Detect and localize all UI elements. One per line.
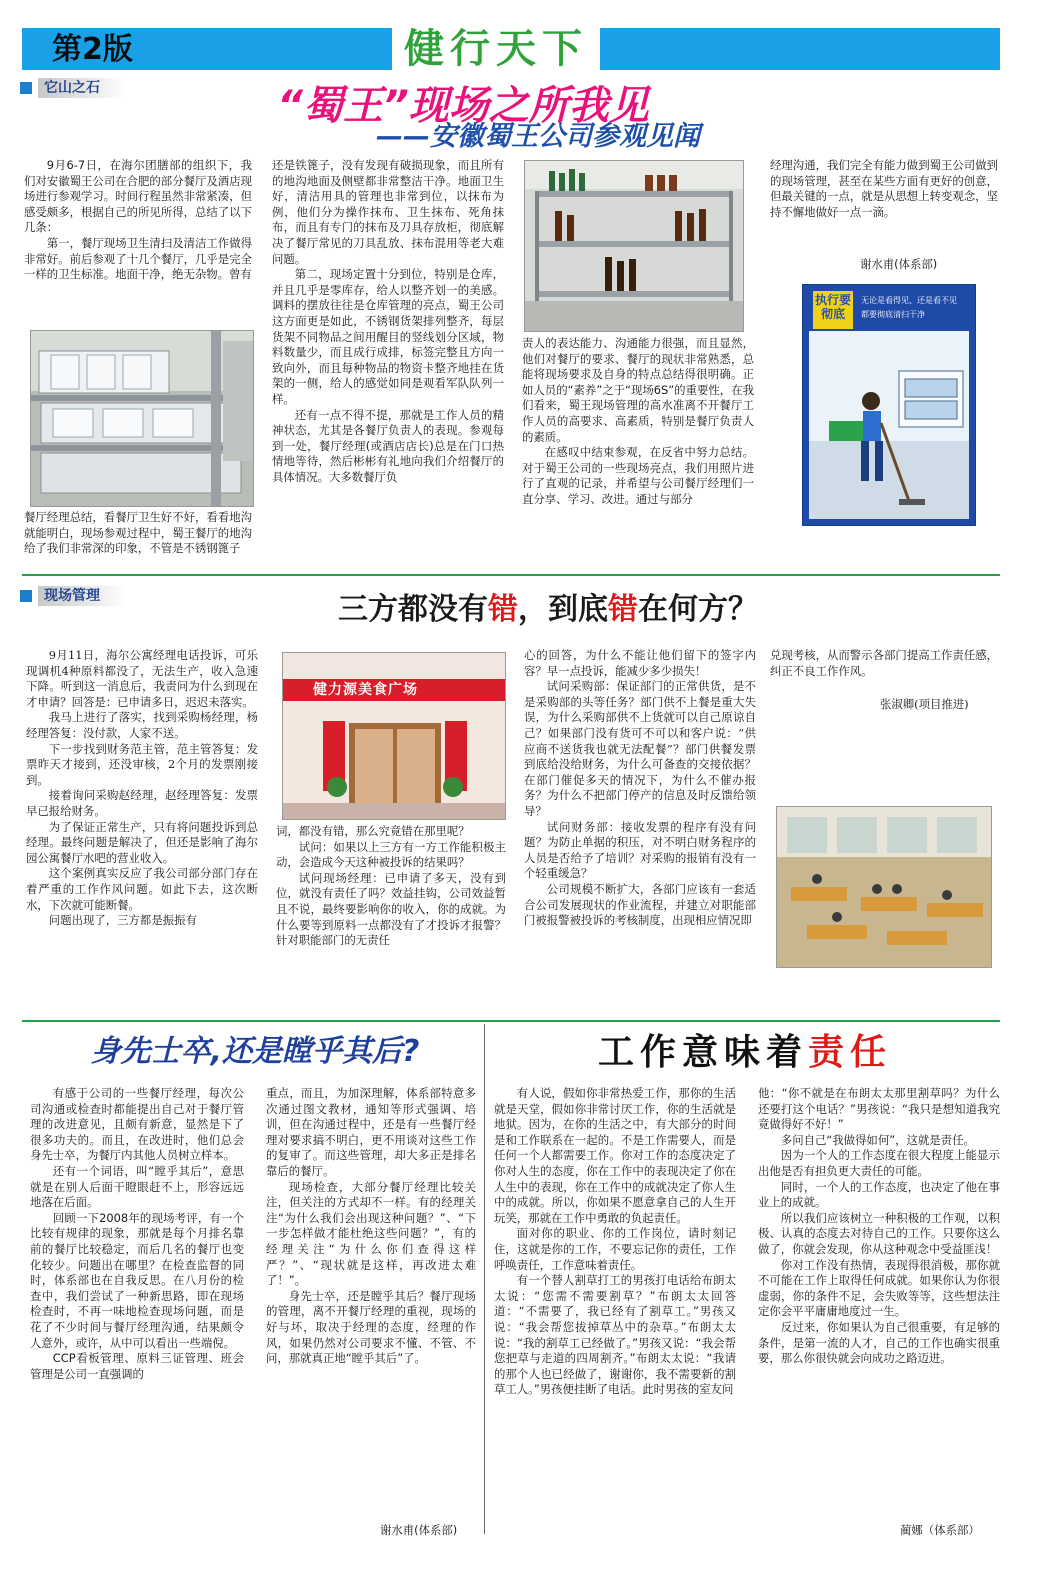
article-title-shuwang: “蜀王”现场之所我见 (277, 83, 649, 129)
section-divider (22, 1020, 1000, 1022)
paragraph: 第二，现场定置十分到位，特别是仓库，并且几乎是零库存，给人以整齐划一的美感。调料的摆放往往是仓库管理的亮点，蜀王公司这方面更是如此，不锈钢货架排列整齐，每层货架不同物品之间用醒目的竖线划分区域，物料数量少，而且成行成排，标签完整且方向一致向外，而且每种物品的物资卡整齐地挂在货架的一侧，给人的感觉如同是观看军队队列一样。 (272, 267, 504, 406)
poster-slogan-1: 无论是看得见、还是看不见 (861, 296, 957, 305)
signature: 蔺娜（体系部） (900, 1523, 980, 1537)
paragraph: CCP看板管理、原料三证管理、班会管理是公司一直强调的 (30, 1351, 244, 1381)
paragraph: 因为一个人的工作态度在很大程度上能显示出他是否有担负更大责任的可能。 (758, 1148, 1000, 1178)
section4-col2 (758, 1086, 1000, 1367)
section3-col1 (30, 1086, 244, 1382)
dining-hall-illustration (777, 807, 991, 967)
signature: 谢水甫(体系部) (860, 257, 938, 271)
paragraph: 有感于公司的一些餐厅经理，每次公司沟通或检查时都能提出自己对于餐厅管理的改进意见，且颇有新意，显然是下了很多功夫的。而且，在改进时，他们总会身先士卒，为餐厅内其他人员树立样本。 (30, 1086, 244, 1163)
tag-square-icon (20, 82, 32, 94)
paragraph: 兑现考核，从而警示各部门提高工作责任感，纠正不良工作作风。 (770, 648, 998, 678)
section-tag-xianchang (20, 586, 126, 606)
photo-seasoning-shelf (524, 160, 744, 332)
section1-col3 (522, 336, 754, 508)
title-part-red: 错 (488, 592, 518, 627)
title-part-red: 错 (608, 592, 638, 627)
paragraph: 试问现场经理：已申请了多天，没有到位，就没有责任了吗？效益挂钩，公司效益暂且不说，最终要影响你的收入，你的成就。为什么要等到原料一点都没有了才投诉才报警？针对职能部门的无责任 (276, 870, 506, 948)
paragraph: 第一，餐厅现场卫生清扫及清洁工作做得非常好。前后参观了十几个餐厅，几乎是完全一样的卫生标准。地面干净，绝无杂物。曾有 (24, 235, 252, 282)
signature: 谢水甫(体系部) (380, 1523, 458, 1537)
paragraph: 你对工作没有热情，表现得很消极，那你就不可能在工作上取得任何成就。如果你认为你很虚弱，你的条件不足，会失败等等，这些想法注定你会平平庸庸地度过一生。 (758, 1257, 1000, 1319)
paragraph: 所以我们应该树立一种积极的工作观，以积极、认真的态度去对待自己的工作。只要你这么做了，你就会发现，你从这种观念中受益匪浅！ (758, 1210, 1000, 1256)
section1-col4 (770, 158, 998, 220)
paragraph: 下一步找到财务范主管，范主管答复：发票昨天才接到，还没审核，2个月的发票刚接到。 (26, 741, 258, 787)
section2-col2 (276, 824, 506, 949)
paragraph: 有一个替人割草打工的男孩打电话给布朗太太说：“您需不需要割草？”布朗太太回答道：“不需要了，我已经有了割草工。”男孩又说：“我会帮您拔掉草丛中的杂草。”布朗太太说：“我的割草工已经做了。”男孩又说：“我会帮您把草与走道的四周割齐。”布朗太太说：“我请的那个人也已经做了，谢谢你，我不需要新的割草工人。”男孩便挂断了电话。此时男孩的室友问 (494, 1273, 736, 1397)
section3-col2 (266, 1086, 476, 1367)
section1-col1-top (24, 158, 252, 283)
section2-col3 (524, 648, 756, 929)
cleaning-poster (802, 284, 976, 526)
paragraph: 这个案例真实反应了我公司部分部门存在着严重的工作作风问题。如此下去，这次断水，下次就可能断餐。 (26, 866, 258, 912)
article-subtitle-shuwang: ——安徽蜀王公司参观见闻 (376, 121, 700, 152)
section-tag-tashan (20, 78, 126, 98)
photo-kitchen-storage (30, 330, 254, 507)
section-divider (22, 574, 1000, 576)
paragraph: 试问采购部：保证部门的正常供货，是不是采购部的头等任务？部门供不上餐是重大失误，为什么采购部供不上货就可以自己原谅自己？如果部门没有货可不可以和客户说：“供应商不送货我也就无法配餐”？部门供餐发票到底给没给财务，为什么可备查的交接依据？在部门催促多天的情况下，为什么不催办报务？为什么不把部门停产的信息及时反馈给领导？ (524, 679, 756, 818)
paragraph: 心的回答，为什么不能让他们留下的签字内容？早一点投诉，能减少多少损失！ (524, 648, 756, 678)
paragraph: 问题出现了，三方都是振振有 (48, 913, 197, 928)
paragraph: 9月6-7日，在海尔团膳部的组织下，我们对安徽蜀王公司在合肥的部分餐厅及酒店现场进行参观学习。时间行程虽然非常紧凑，但感受颇多，根据自己的所见所得，总结了以下几条： (24, 158, 252, 235)
mopping-illustration (809, 331, 969, 519)
page-label: 第2版 (52, 32, 133, 67)
paragraph: 回顾一下2008年的现场考评，有一个比较有规律的现象，那就是每个月排名靠前的餐厅比较稳定，而后几名的餐厅也变化较少。问题出在哪里？在检查监督的同时，体系部也在自我反思。在八月份的检查中，我们尝试了一种新思路，即在现场检查时，不再一味地检查现场问题，而是花了不少时间与餐厅经理沟通，结果颇令人意外，或许，从中可以看出一些端倪。 (30, 1210, 244, 1350)
section4-col1 (494, 1086, 736, 1398)
section1-col1-bottom (24, 510, 252, 557)
paragraph: 餐厅经理总结，看餐厅卫生好不好，看看地沟就能明白，现场参观过程中，蜀王餐厅的地沟给了我们非常深的印象，不管是不锈钢篦子 (24, 510, 252, 556)
section-tag-label: 现场管理 (38, 586, 126, 606)
paragraph: 重点，而且，为加深理解，体系部特意多次通过图文教材，通知等形式强调、培训，但在沟通过程中，还是有一些餐厅经理对要求搞不明白，更不用谈对这些工作的复审了。而这些管理，却大多正是排名靠后的餐厅。 (266, 1086, 476, 1178)
paragraph: 面对你的职业、你的工作岗位，请时刻记住，这就是你的工作，不要忘记你的责任，工作呼唤责任，工作意味着责任。 (494, 1226, 736, 1272)
paragraph: 在感叹中结束参观，在反省中努力总结。对于蜀王公司的一些现场亮点，我们用照片进行了直观的记录，并希望与公司餐厅经理们一直分享、学习、改进。通过与部分 (522, 445, 754, 506)
section1-col2 (272, 158, 504, 485)
title-part: 三方都没有 (338, 592, 488, 627)
masthead-title: 健行天下 (404, 25, 588, 72)
photo-dining-hall (776, 806, 992, 968)
tag-square-icon (20, 590, 32, 602)
section2-col1 (26, 648, 258, 929)
photo-food-court-entrance (282, 652, 506, 820)
paragraph: 试问财务部：接收发票的程序有没有问题？为防止单据的积压，对不明白财务程序的人员是否给予了培训？对采购的报销有没有一个轻重缓急？ (524, 819, 756, 881)
paragraph: 现场检查，大部分餐厅经理比较关注，但关注的方式却不一样。有的经理关注“为什么我们会出现这种问题？”、“下一步怎样做才能杜绝这些问题？”，有的经理关注“为什么你们查得这样严？”、“现状就是这样，再改进太难了！”。 (266, 1179, 476, 1288)
paragraph: 责人的表达能力、沟通能力很强，而且显然，他们对餐厅的要求、餐厅的现状非常熟悉，总能将现场要求及自身的特点总结得很明确。正如人员的“素养”之于“现场6S”的重要性，在我们看来，蜀王现场管理的高水准离不开餐厅工作人员的高要求、高素质，特别是餐厅负责人的素质。 (522, 336, 754, 444)
signature: 张淑卿(项目推进) (880, 697, 969, 711)
title-part: 在何方？ (638, 592, 758, 627)
article-title-sanfang (268, 588, 828, 632)
poster-tag: 执行要彻底 (813, 291, 853, 329)
paragraph: 还有一个词语，叫“瞠乎其后”，意思就是在别人后面干瞪眼赶不上，形容远远地落在后面。 (30, 1163, 244, 1210)
section-tag-label: 它山之石 (38, 78, 126, 98)
paragraph: 经理沟通，我们完全有能力做到蜀王公司做到的现场管理，甚至在某些方面有更好的创意，但最关键的一点，就是从思想上转变观念，坚持不懈地做好一点一滴。 (770, 158, 998, 219)
title-red: 责任 (808, 1031, 893, 1073)
column-divider (484, 1024, 485, 1534)
paragraph: 我马上进行了落实，找到采购杨经理，杨经理答复：没付款，人家不送。 (26, 710, 258, 740)
title-part: ，到底 (518, 592, 608, 627)
paragraph: 接着询问采购赵经理，赵经理答复：发票早已报给财务。 (26, 788, 258, 818)
paragraph: 他：“你不就是在布朗太太那里割草吗？为什么还要打这个电话？”男孩说：“我只是想知道我究竟做得好不好！” (758, 1086, 1000, 1132)
title-main: 工作意味着 (597, 1031, 808, 1073)
paragraph: 词，都没有错，那么究竟错在那里呢？ (276, 824, 470, 838)
paragraph: 多问自己“我做得如何”，这就是责任。 (780, 1132, 975, 1147)
paragraph: 身先士卒，还是瞠乎其后？餐厅现场的管理，离不开餐厅经理的重视，现场的好与坏，取决于经理的态度，经理的作风，如果仍然对公司要求不懂、不管、不问，那就真正地“瞠乎其后”了。 (266, 1288, 476, 1366)
paragraph: 试问：如果以上三方有一方工作能积极主动，会造成今天这种被投诉的结果吗？ (276, 839, 506, 870)
kitchen-storage-illustration (31, 331, 253, 506)
paragraph: 还是铁篦子，没有发现有破损现象，而且所有的地沟地面及侧壁都非常整洁干净。地面卫生好，清洁用具的管理也非常到位，以抹布为例，他们分为操作抹布、卫生抹布、死角抹布，而且有专门的抹布及刀具存放柜，彻底解决了餐厅常见的刀具乱放、抹布混用等老大难问题。 (272, 158, 504, 266)
seasoning-shelf-illustration (525, 161, 743, 331)
paragraph: 还有一点不得不提，那就是工作人员的精神状态，尤其是各餐厅负责人的表现。参观每到一处，餐厅经理(或酒店店长)总是在门口热情地等待，然后彬彬有礼地向我们介绍餐厅的具体情况。大多数餐厅负 (272, 407, 504, 484)
article-title-shenxian: 身先士卒,还是瞠乎其后? (90, 1034, 420, 1069)
poster-slogan-2: 都要彻底清扫干净 (861, 310, 925, 319)
paragraph: 为了保证正常生产，只有将问题投诉到总经理。最终问题是解决了，但还是影响了海尔园公寓餐厅水吧的营业收入。 (26, 819, 258, 865)
article-title-gongzuo (500, 1024, 990, 1080)
section2-col4 (770, 648, 998, 679)
paragraph: 9月11日，海尔公寓经理电话投诉，可乐现调机4种原料都没了，无法生产，收入急速下降。听到这一消息后，我责问为什么到现在才申请？回答是：已申请多日，迟迟未落实。 (26, 648, 258, 709)
food-court-illustration (283, 653, 505, 819)
paragraph: 有人说，假如你非常热爱工作，那你的生活就是天堂，假如你非常讨厌工作，你的生活就是地狱。因为，在你的生活之中，有大部分的时间是和工作联系在一起的。不是工作需要人，而是任何一个人都需要工作。你对工作的态度决定了你对人生的态度，你在工作中的表现决定了你在人生中的表现，你在工作中的成就决定了你人生中的成就。所以，你如果不愿意拿自己的人生开玩笑，那就在工作中勇敢的负起责任。 (494, 1086, 736, 1225)
paragraph: 同时，一个人的工作态度，也决定了他在事业上的成就。 (758, 1179, 1000, 1210)
paragraph: 反过来，你如果认为自己很重要，有足够的条件，是第一流的人才，自己的工作也确实很重要，那么你很快就会向成功之路迈进。 (758, 1319, 1000, 1366)
paragraph: 公司规模不断扩大，各部门应该有一套适合公司发展现状的作业流程，并建立对职能部门被报警被投诉的考核制度，出现相应情况即 (524, 881, 756, 928)
shop-sign: 健力源美食广场 (313, 682, 418, 698)
